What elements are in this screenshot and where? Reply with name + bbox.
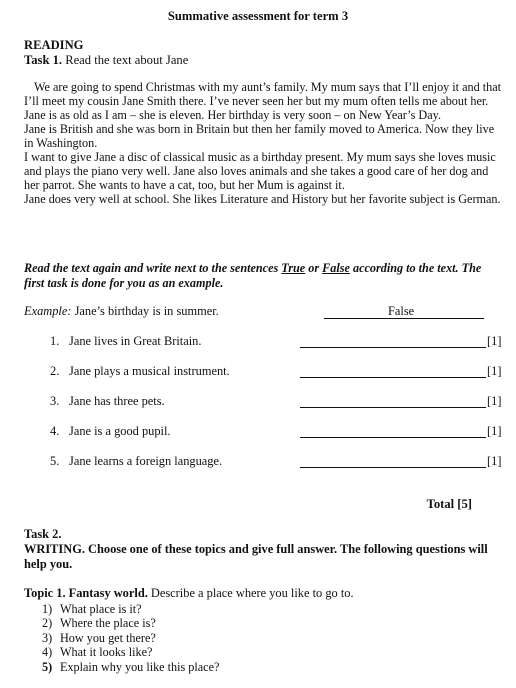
example-answer: False bbox=[388, 304, 415, 318]
topic-question-number: 2) bbox=[42, 616, 53, 631]
question-mark: [1] bbox=[487, 424, 502, 438]
topic-label: Topic 1. Fantasy world. bbox=[24, 586, 148, 600]
question-number: 1. bbox=[50, 334, 60, 348]
total-score: Total [5] bbox=[426, 497, 472, 511]
example-row bbox=[24, 304, 504, 320]
task2-label: Task 2. bbox=[24, 527, 62, 541]
answer-line[interactable] bbox=[300, 394, 486, 408]
question-row bbox=[50, 454, 506, 484]
question-number: 4. bbox=[50, 424, 60, 438]
question-mark: [1] bbox=[487, 364, 502, 378]
topic-question-list bbox=[42, 602, 342, 674]
writing-heading: WRITING. Choose one of these topics and give full answer. The following questions will help you. bbox=[24, 542, 488, 572]
passage-paragraph: I want to give Jane a disc of classical music as a birthday present. My mum says she loves music and plays the piano very well. Jane also loves animals and she takes a good care of her dog and her parrot. She wants to have a cat, too, but her Mum is against it. bbox=[24, 150, 496, 193]
question-mark: [1] bbox=[487, 334, 502, 348]
topic-question bbox=[42, 616, 342, 630]
answer-line[interactable] bbox=[300, 454, 486, 468]
answer-line[interactable] bbox=[300, 424, 486, 438]
question-number: 3. bbox=[50, 394, 60, 408]
topic-question bbox=[42, 645, 342, 659]
question-text: Jane has three pets. bbox=[69, 394, 165, 408]
example-sentence: Jane’s birthday is in summer. bbox=[71, 304, 219, 318]
false-word: False bbox=[322, 261, 350, 275]
question-text: Jane plays a musical instrument. bbox=[69, 364, 230, 378]
question-row bbox=[50, 334, 506, 364]
example-word: Example: bbox=[24, 304, 72, 318]
question-number: 5. bbox=[50, 454, 60, 468]
passage-paragraph: We are going to spend Christmas with my aunt’s family. My mum says that I’ll enjoy it and that I’ll meet my cousin Jane Smith there. I’ve never seen her but my mum often tells me about her. Jane is as old as I am – she is eleven. Her birthday is very soon – on New Year’s Day. bbox=[24, 80, 502, 123]
topic-question-number: 3) bbox=[42, 630, 53, 645]
answer-line[interactable] bbox=[300, 334, 486, 348]
reading-passage bbox=[24, 80, 504, 206]
topic-question-number: 4) bbox=[42, 645, 53, 660]
topic-question-text: How you get there? bbox=[60, 630, 156, 645]
question-text: Jane lives in Great Britain. bbox=[69, 334, 202, 348]
question-mark: [1] bbox=[487, 454, 502, 468]
question-number: 2. bbox=[50, 364, 60, 378]
true-word: True bbox=[281, 261, 306, 275]
topic-question-text: What place is it? bbox=[60, 602, 142, 616]
question-text: Jane is a good pupil. bbox=[69, 424, 171, 438]
task1-text: Read the text about Jane bbox=[62, 53, 189, 67]
topic-question-text: Explain why you like this place? bbox=[60, 659, 220, 674]
task1-label: Task 1. bbox=[24, 53, 63, 67]
example-answer-line bbox=[324, 304, 484, 319]
question-row bbox=[50, 364, 506, 394]
question-row bbox=[50, 424, 506, 454]
topic-question-number: 5) bbox=[42, 659, 53, 674]
question-list bbox=[50, 334, 506, 484]
task1-instruction bbox=[24, 261, 504, 290]
topic-question bbox=[42, 660, 342, 674]
topic-question-number: 1) bbox=[42, 602, 53, 616]
document-title: Summative assessment for term 3 bbox=[167, 9, 349, 23]
or-word: or bbox=[305, 261, 323, 275]
topic-line bbox=[24, 586, 504, 601]
reading-heading: READING bbox=[24, 38, 84, 52]
topic-question bbox=[42, 631, 342, 645]
example-label bbox=[24, 304, 219, 319]
passage-paragraph: Jane does very well at school. She likes Literature and History but her favorite subject is German. bbox=[24, 192, 501, 207]
question-mark: [1] bbox=[487, 394, 502, 408]
topic-question-text: Where the place is? bbox=[60, 616, 156, 631]
topic-question-text: What it looks like? bbox=[60, 645, 153, 660]
question-text: Jane learns a foreign language. bbox=[69, 454, 223, 468]
topic-question bbox=[42, 602, 342, 616]
passage-paragraph: Jane is British and she was born in Britain but then her family moved to America. Now they live in Washington. bbox=[24, 122, 495, 151]
task1-header bbox=[24, 53, 188, 68]
question-row bbox=[50, 394, 506, 424]
topic-text: Describe a place where you like to go to. bbox=[147, 586, 354, 600]
instruction-text-end: according to the text. The first task is done for you as an example. bbox=[24, 261, 482, 290]
instruction-text: Read the text again and write next to the sentences bbox=[24, 261, 282, 275]
answer-line[interactable] bbox=[300, 364, 486, 378]
